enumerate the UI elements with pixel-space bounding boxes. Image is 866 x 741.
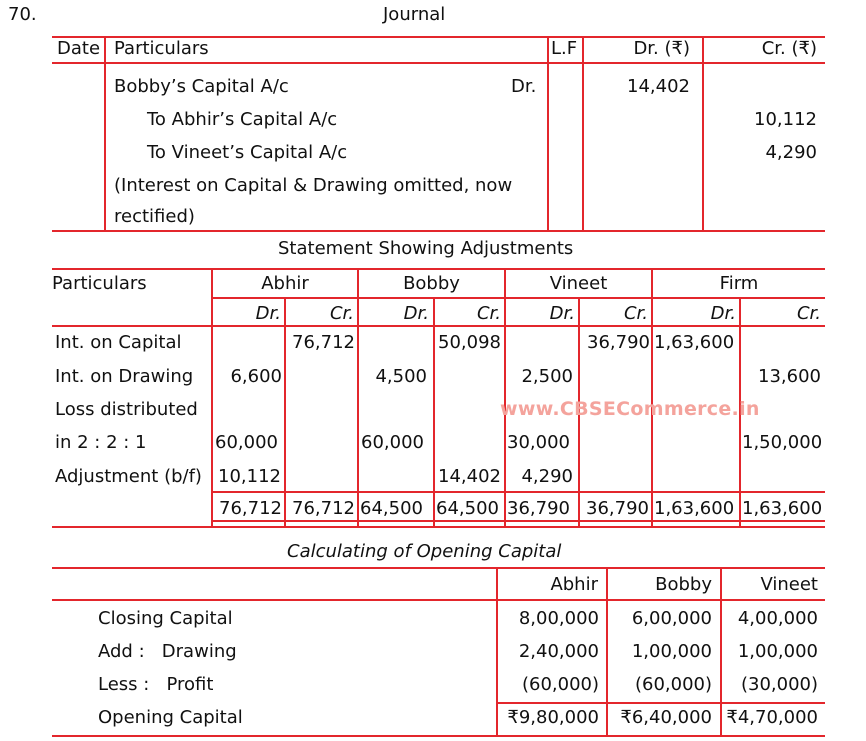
adjustments-cell: 10,112 <box>218 466 281 487</box>
adjustments-total: 1,63,600 <box>654 498 735 519</box>
adjustments-row-label: Loss distributed <box>55 399 198 420</box>
journal-dr-marker: Dr. <box>511 76 537 97</box>
adjustments-total: 36,790 <box>507 498 570 519</box>
opening-row-label: Closing Capital <box>98 608 233 629</box>
opening-col-bobby: Bobby <box>655 574 712 595</box>
journal-header-particulars: Particulars <box>114 38 209 59</box>
adjustments-total: 76,712 <box>292 498 355 519</box>
opening-cell: ₹6,40,000 <box>620 707 712 728</box>
opening-cell: (30,000) <box>740 674 818 695</box>
watermark: www.CBSECommerce.in <box>500 398 760 420</box>
adjustments-total: 64,500 <box>360 498 423 519</box>
opening-cell: 2,40,000 <box>518 641 599 662</box>
adjustments-row-label: in 2 : 2 : 1 <box>55 432 147 453</box>
journal-credit-account-1: To Abhir’s Capital A/c <box>147 109 338 130</box>
journal-credit-account-2: To Vineet’s Capital A/c <box>147 142 348 163</box>
adjustments-total: 36,790 <box>586 498 649 519</box>
adjustments-cell: 36,790 <box>587 332 650 353</box>
journal-debit-amount: 14,402 <box>627 76 690 97</box>
question-number: 70. <box>8 4 37 25</box>
adjustments-cell: 50,098 <box>438 332 501 353</box>
adjustments-cell: 4,290 <box>521 466 573 487</box>
adjustments-row-label: Adjustment (b/f) <box>55 466 202 487</box>
journal-header-cr: Cr. (₹) <box>761 38 817 59</box>
adjustments-cell: 1,63,600 <box>654 332 735 353</box>
journal-narration-line-1: (Interest on Capital & Drawing omitted, now <box>114 175 513 196</box>
opening-cell: 1,00,000 <box>737 641 818 662</box>
bobby-cr-label: Cr. <box>476 303 501 324</box>
journal-debit-account: Bobby’s Capital A/c <box>114 76 289 97</box>
adjustments-cell: 30,000 <box>507 432 570 453</box>
opening-capital-title: Calculating of Opening Capital <box>287 541 562 562</box>
adjustments-cell: 13,600 <box>758 366 821 387</box>
opening-cell: 8,00,000 <box>518 608 599 629</box>
opening-col-abhir: Abhir <box>550 574 598 595</box>
adjustments-cell: 14,402 <box>438 466 501 487</box>
opening-cell: 1,00,000 <box>631 641 712 662</box>
journal-header-lf: L.F <box>551 38 578 59</box>
opening-cell: ₹9,80,000 <box>507 707 599 728</box>
opening-col-vineet: Vineet <box>760 574 818 595</box>
abhir-cr-label: Cr. <box>329 303 354 324</box>
adjustments-row-label: Int. on Drawing <box>55 366 194 387</box>
adjustments-cell: 4,500 <box>375 366 427 387</box>
adjustments-group-vineet: Vineet <box>549 273 608 294</box>
opening-cell: ₹4,70,000 <box>726 707 818 728</box>
journal-credit-amount-1: 10,112 <box>754 109 817 130</box>
adjustments-cell: 1,50,000 <box>742 432 823 453</box>
opening-row-label: Add : Drawing <box>98 641 237 662</box>
journal-header-date: Date <box>57 38 101 59</box>
opening-row-label: Opening Capital <box>98 707 243 728</box>
opening-cell: (60,000) <box>521 674 599 695</box>
journal-header-dr: Dr. (₹) <box>633 38 690 59</box>
firm-dr-label: Dr. <box>710 303 736 324</box>
adjustments-total: 76,712 <box>219 498 282 519</box>
firm-cr-label: Cr. <box>796 303 821 324</box>
adjustments-group-firm: Firm <box>719 273 759 294</box>
opening-row-label: Less : Profit <box>98 674 214 695</box>
adjustments-cell: 60,000 <box>361 432 424 453</box>
adjustments-title: Statement Showing Adjustments <box>278 238 574 259</box>
abhir-dr-label: Dr. <box>255 303 281 324</box>
opening-cell: (60,000) <box>634 674 712 695</box>
vineet-dr-label: Dr. <box>549 303 575 324</box>
adjustments-particulars-header: Particulars <box>52 273 147 294</box>
adjustments-cell: 76,712 <box>292 332 355 353</box>
opening-cell: 6,00,000 <box>631 608 712 629</box>
journal-narration-line-2: rectified) <box>114 206 195 227</box>
adjustments-group-bobby: Bobby <box>403 273 460 294</box>
journal-title: Journal <box>383 4 446 25</box>
opening-cell: 4,00,000 <box>737 608 818 629</box>
adjustments-total: 1,63,600 <box>742 498 823 519</box>
adjustments-cell: 60,000 <box>215 432 278 453</box>
bobby-dr-label: Dr. <box>403 303 429 324</box>
vineet-cr-label: Cr. <box>623 303 648 324</box>
adjustments-total: 64,500 <box>436 498 499 519</box>
adjustments-cell: 2,500 <box>521 366 573 387</box>
adjustments-cell: 6,600 <box>230 366 282 387</box>
adjustments-group-abhir: Abhir <box>261 273 309 294</box>
adjustments-row-label: Int. on Capital <box>55 332 182 353</box>
journal-credit-amount-2: 4,290 <box>765 142 817 163</box>
